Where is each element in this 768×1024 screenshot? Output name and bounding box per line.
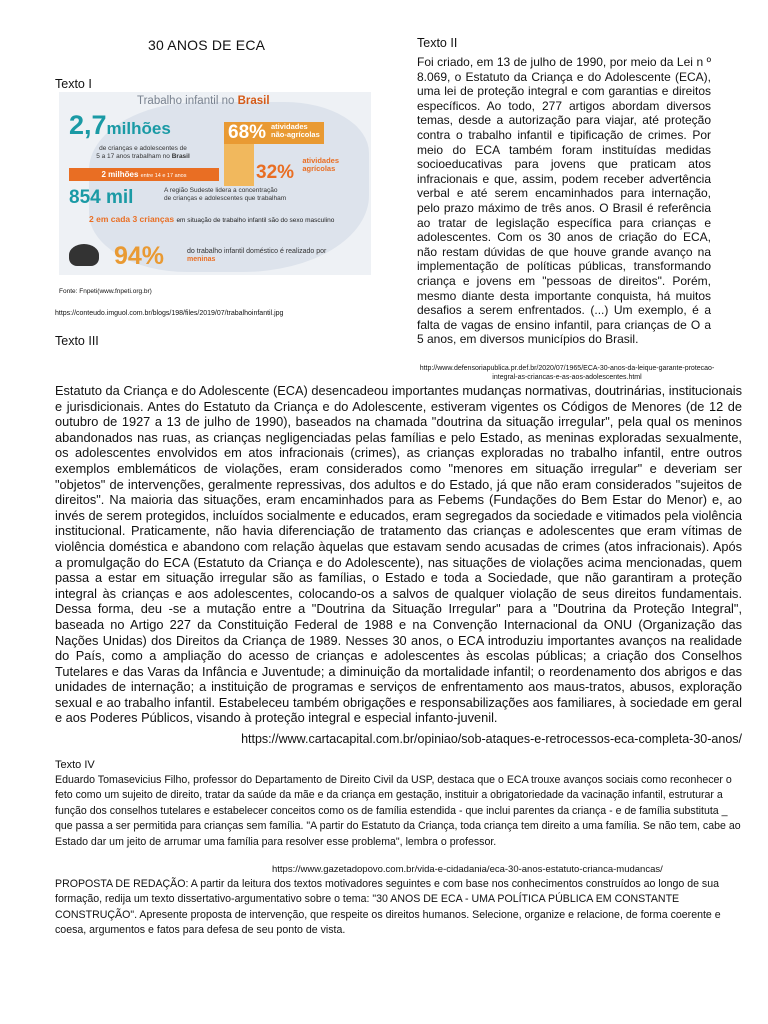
- bar-chart-column: [224, 144, 254, 186]
- sudeste-number: 854 mil: [69, 187, 134, 208]
- texto4-body: Eduardo Tomasevicius Filho, professor do Departamento de Direito Civil da USP, destaca que o ECA trouxe avanços sociais como reconhecer o feto como um sujeito de direito, tratar da saúde da mãe e da criança em gestação, instituir a obrigatoriedade da vacinação infantil, estruturar a função dos conselhos tutelares e estabelecer conceitos como os de família estendida - que inclui parentes da criança - e de família substituta _ que passa a ser permitida para crianças sem família. "A partir do Estatuto da Criança, toda criança tem direito a uma família. Se não tem, cabe ao Estado dar um jeito de arrumar uma família para resolver esse problema", lembra o professor.: [55, 774, 741, 848]
- pct32-block: 32% atividades agrícolas: [256, 156, 339, 183]
- texto2-url[interactable]: http://www.defensoriapublica.pr.def.br/2020/07/1965/ECA-30-anos-da-leique-garante-protecao-integral-as-criancas-e-as-aos-adolescentes.html: [419, 365, 715, 381]
- texto2-body: Foi criado, em 13 de julho de 1990, por meio da Lei n º 8.069, o Estatuto da Criança e do Adolescente (ECA), uma lei de proteção integral e com garantias e direitos específicos. Ao todo, 277 artigos abordam diversos temas, desde a autorização para viajar, até proteção contra o trabalho infantil e tipificação de crimes. Por meio do ECA também foram instituídas medidas socioeducativas para jovens que praticam atos infracionais e que, assim, podem receber advertência verbal e até serem encaminhados para internação, pelo prazo máximo de três anos. O Brasil é referência ao tratar de legislação específica para crianças e adolescentes. Com os 30 anos de criação do ECA, não restam dúvidas de que houve grande avanço na implementação de políticas públicas, transformando criança e jovens em "pessoas de direitos". Porém, mesmo diante desta importante conquista, há muitos desafios a serem enfrentados. (...) Um exemplo, é a falta de vagas de ensino infantil, para crianças de O a 5 anos, em diversos municípios do Brasil.: [417, 55, 711, 347]
- texto3-url[interactable]: https://www.cartacapital.com.br/opiniao/sob-ataques-e-retrocessos-eca-completa-30-anos/: [241, 732, 742, 746]
- sudeste-text: A região Sudeste lidera a concentração de crianças e adolescentes que trabalham: [164, 187, 287, 202]
- texto3-label: Texto III: [55, 334, 99, 348]
- two-in-three-text: 2 em cada 3 crianças em situação de trabalho infantil são do sexo masculino: [89, 214, 335, 224]
- infographic-title: Trabalho infantil no Brasil: [137, 95, 270, 107]
- texto1-label: Texto I: [55, 77, 92, 91]
- pct94-text: do trabalho infantil doméstico é realizado por meninas: [187, 248, 327, 263]
- big-number-desc: de crianças e adolescentes de 5 a 17 anos trabalham no Brasil: [96, 145, 190, 160]
- infographic-source: Fonte: Fnpeti(www.fnpeti.org.br): [59, 288, 152, 295]
- infographic: [59, 92, 371, 275]
- pct94-number: 94%: [114, 242, 165, 270]
- texto1-url[interactable]: https://conteudo.imguol.com.br/blogs/198/files/2019/07/trabalhoinfantil.jpg: [55, 310, 284, 317]
- big-number: 2,7milhões: [69, 110, 171, 140]
- texto2-label: Texto II: [417, 36, 458, 50]
- pct68-block: 68% atividades não-agrícolas: [224, 122, 324, 144]
- two-million-bar: 2 milhões entre 14 e 17 anos: [69, 168, 219, 181]
- texto4-url[interactable]: https://www.gazetadopovo.com.br/vida-e-cidadania/eca-30-anos-estatuto-crianca-mudancas/: [272, 864, 663, 875]
- house-icon: [69, 244, 99, 266]
- texto3-body: Estatuto da Criança e do Adolescente (ECA) desencadeou importantes mudanças normativas, doutrinárias, institucionais e jurisdicionais. Antes do Estatuto da Criança e do Adolescente, estiveram vigentes os Códigos de Menores (de 12 de outubro de 1927 a 13 de julho de 1990), baseados na chamada "doutrina da situação irregular", pela qual os meninos abandonados nas ruas, as crianças negligenciadas pelas famílias e pelo Estado, as meninas exploradas sexualmente, os adolescentes envolvidos em atos infracionais (crimes), as crianças exploradas no trabalho infantil, entre outros exemplos emblemáticos de violações, eram considerados como "menores em situação irregular" e deveriam ser "objetos" de intervenções, geralmente repressivas, dos adultos e do Estado, já que não eram considerados "sujeitos de direitos". Na maioria das situações, eram encaminhados para as Febems (Fundações do Bem Estar do Menor) e, ao invés de serem protegidos, incluídos socialmente e educados, eram segregados da sociedade e vitimados pela violência institucional. Praticamente, não havia diferenciação de tratamento das crianças e adolescentes que eram vítimas de violência doméstica e abandono com relação àquelas que estavam sendo acusadas de crimes (atos infracionais). Após a promulgação do ECA (Estatuto da Criança e do Adolescente), nas situações de violações acima mencionadas, quem passa a estar em situação irregular são as famílias, o Estado e toda a Sociedade, que não garantiram a proteção integral às crianças e aos adolescentes, colocando-os a salvos de qualquer violação de seus direitos fundamentais. Dessa forma, deu -se a mutação entre a "Doutrina da Situação Irregular" para a "Doutrina da Proteção Integral", baseada no Artigo 227 da Constituição Federal de 1988 e na Convenção Internacional da ONU (Organização das Nações Unidas) dos Direitos da Criança de 1989. Nesses 30 anos, o ECA introduziu importantes avanços na realidade do País, como a ampliação do acesso de crianças e adolescentes às escolas públicas; a criação dos Conselhos Tutelares e das Varas da Infância e Juventude; a diminuição da mortalidade infantil; o reordenamento dos abrigos e das unidades de internação; a instituição de programas e serviços de enfrentamento aos maus-tratos, abusos, exploração sexual e ao trabalho infantil. Estabeleceu também obrigações e responsabilizações aos familiares, à sociedade em geral e aos Poderes Públicos, visando à proteção integral e especial infanto-juvenil.: [55, 383, 742, 726]
- proposta-redacao: PROPOSTA DE REDAÇÃO: A partir da leitura dos textos motivadores seguintes e com base nos conhecimentos construídos ao longo de sua formação, redija um texto dissertativo-argumentativo sobre o tema: "30 ANOS DE ECA - UMA POLÍTICA PÚBLICA EM CONSTANTE CONSTRUÇÃO". Apresente proposta de intervenção, que respeite os direitos humanos. Selecione, organize e relacione, de forma coerente e coesa, argumentos e fatos para defesa de seu ponto de vista.: [55, 878, 721, 937]
- page-title: 30 ANOS DE ECA: [148, 37, 266, 53]
- texto4-label: Texto IV: [55, 759, 95, 771]
